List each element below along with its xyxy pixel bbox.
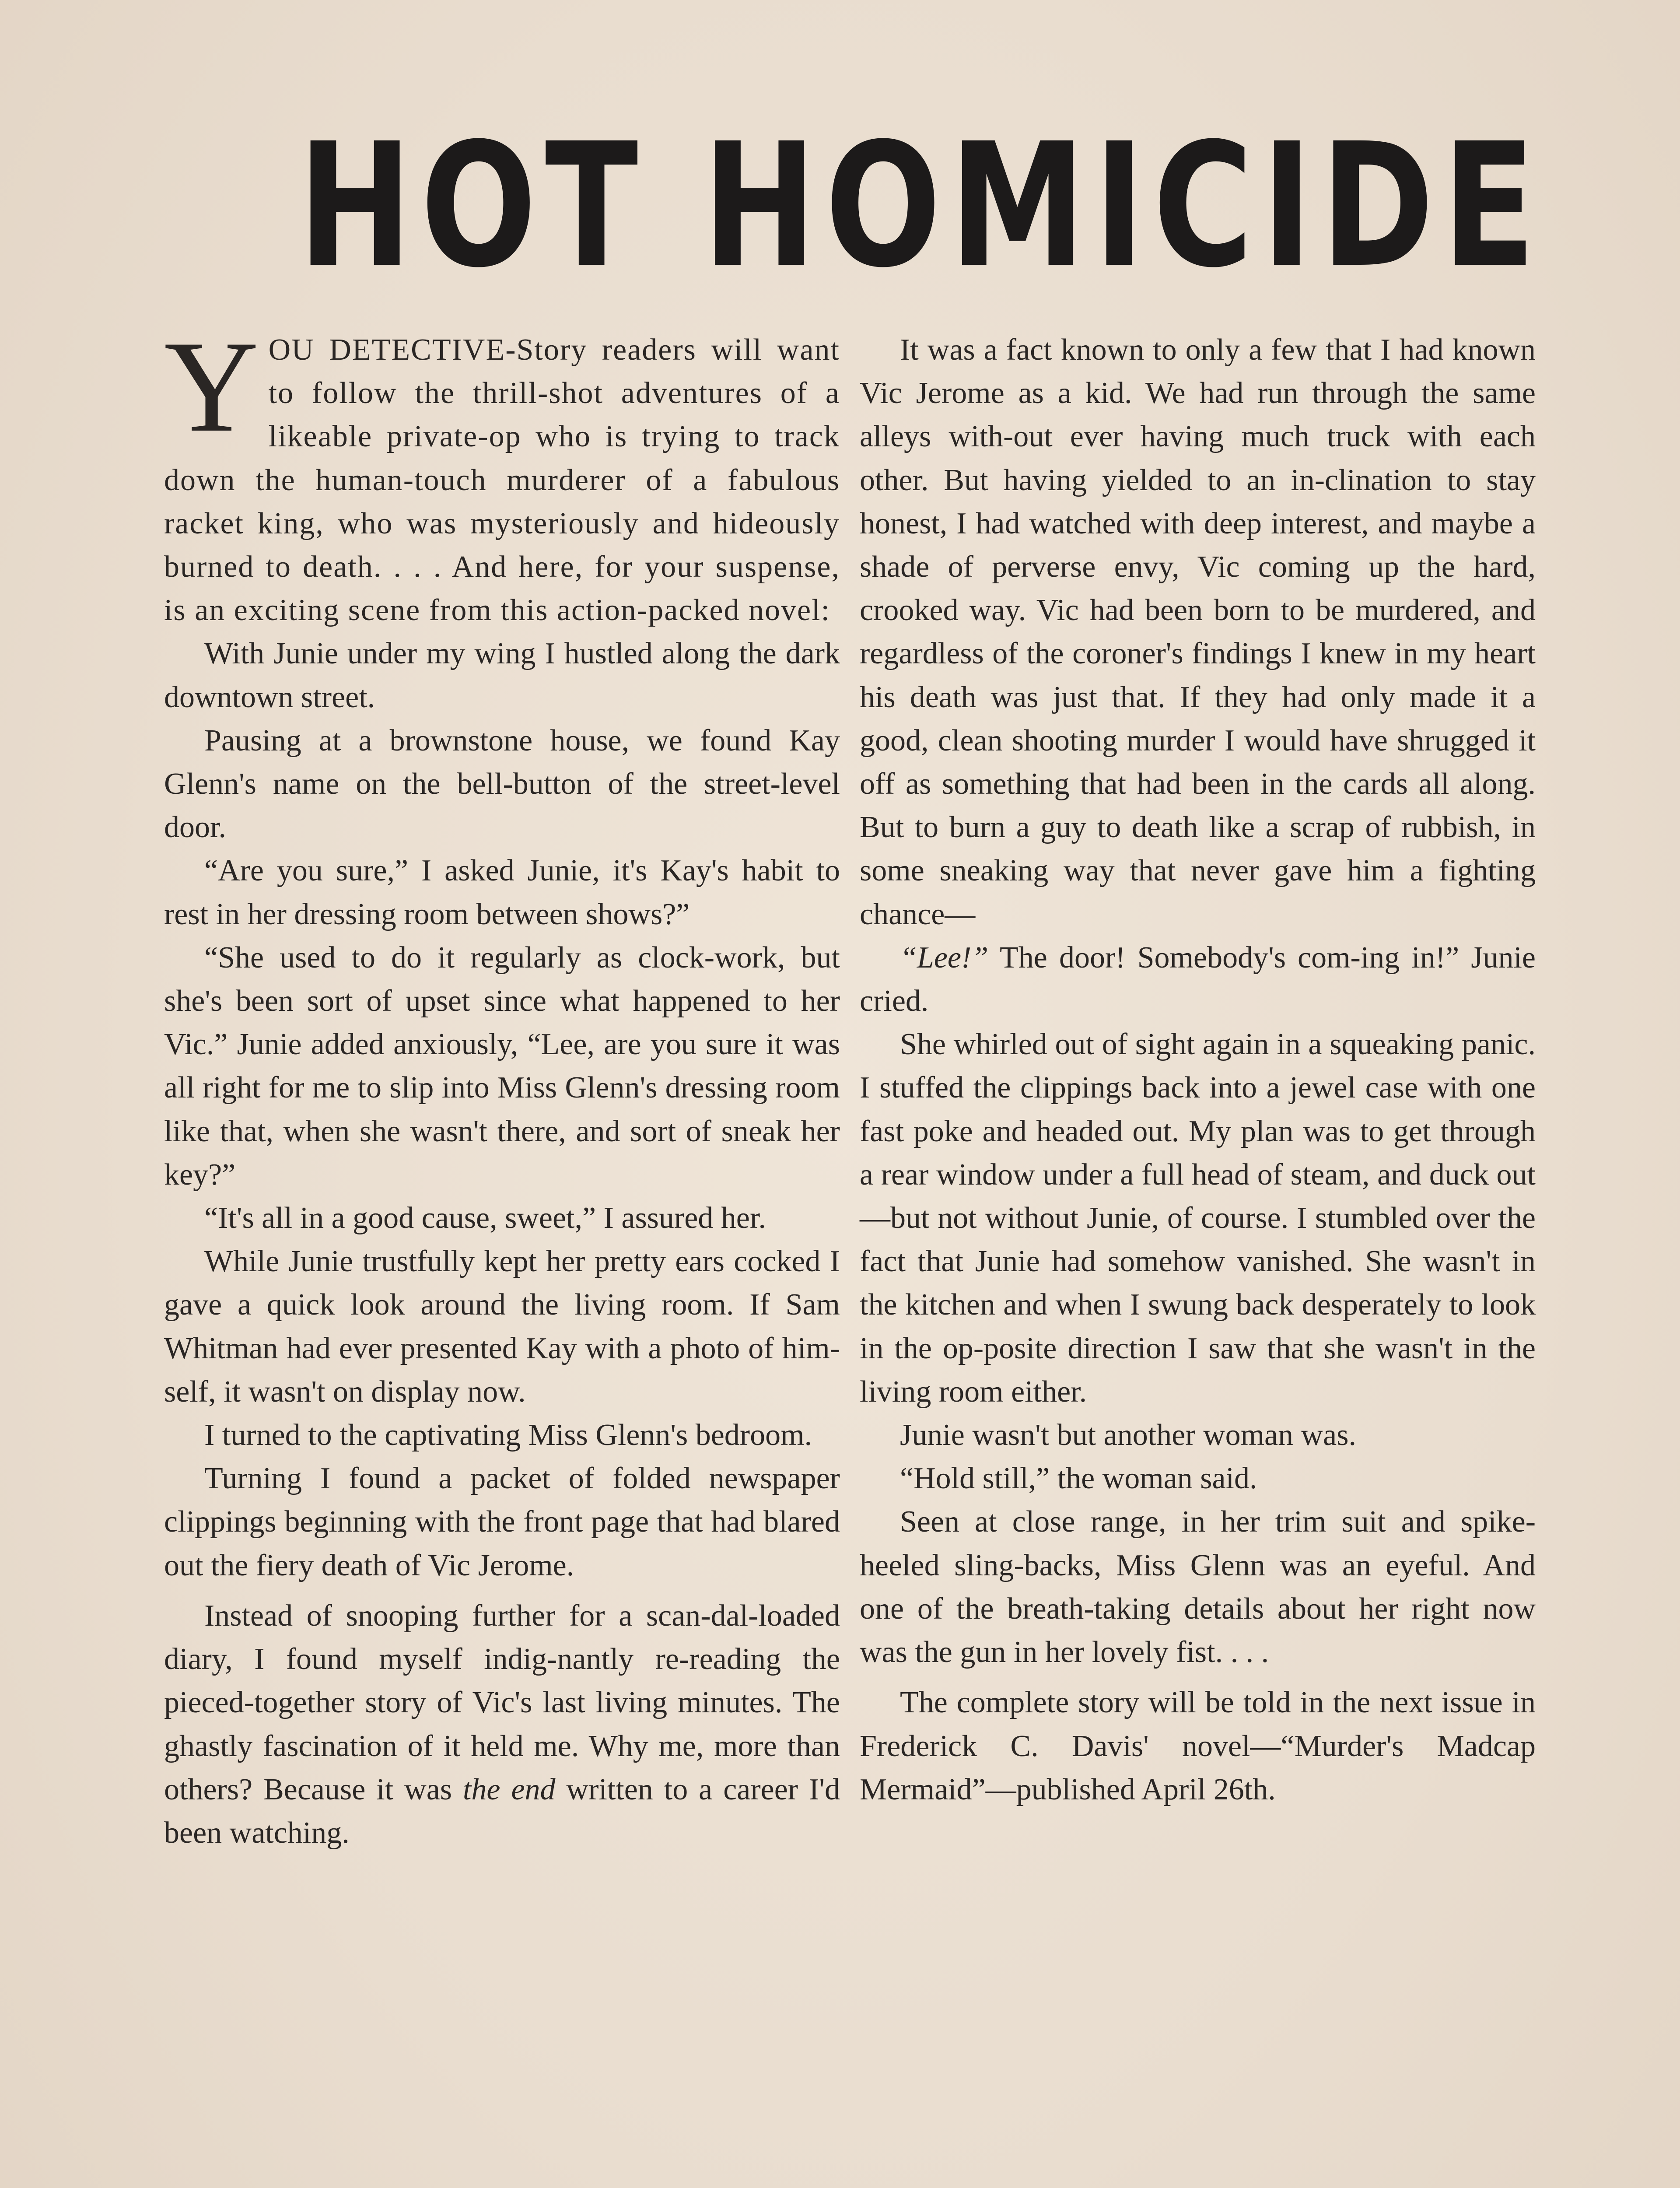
paragraph: She whirled out of sight again in a squeaking panic. I stuffed the clippings back into a jewel case with one fast poke and headed out. My plan was to get through a rear window under a full head of steam, and duck out—but not without Junie, of course. I stumbled over the fact that Junie had somehow vanished. She wasn't in the kitchen and when I swung back desperately to look in the op-posite direction I saw that she wasn't in the living room either. [860, 1027, 1536, 1409]
paragraph [860, 936, 1536, 1023]
paragraph-text: Instead of snooping further for a scan-dal-loaded diary, I found myself indig-nantly re-reading the pieced-together story of Vic's last living minutes. The ghastly fascination of it held me. Why me, more than others? Because it was [164, 1599, 840, 1806]
emphasis-text: the end [462, 1772, 556, 1806]
paragraph: With Junie under my wing I hustled along the dark downtown street. [164, 637, 840, 714]
paragraph-text: written to a career I'd been watching. [164, 1772, 840, 1850]
drop-cap: Y [164, 314, 259, 459]
paragraph: I turned to the captivating Miss Glenn's bedroom. [204, 1418, 812, 1452]
intro-paragraph [164, 314, 840, 632]
paragraph: Seen at close range, in her trim suit and spike-heeled sling-backs, Miss Glenn was an eyeful. And one of the breath-taking details about her right now was the gun in her lovely fist. . . . [860, 1505, 1536, 1669]
paragraph: It was a fact known to only a few that I had known Vic Jerome as a kid. We had run through the same alleys with-out ever having much truck with each other. But having yielded to an in-clination to stay honest, I had watched with deep interest, and maybe a shade of perverse envy, Vic coming up the hard, crooked way. Vic had been born to be murdered, and regardless of the coroner's findings I knew in my heart his death was just that. If they had only made it a good, clean shooting murder I would have shrugged it off as something that had been in the cards all along. But to burn a guy to death like a scrap of rubbish, in some sneaking way that never gave him a fighting chance— [860, 333, 1536, 931]
paragraph: “She used to do it regularly as clock-work, but she's been sort of upset since what happened to her Vic.” Junie added anxiously, “Lee, are you sure it was all right for me to slip into Miss Glenn's dressing room like that, when she wasn't there, and sort of sneak her key?” [164, 940, 840, 1192]
paragraph-text: The door! Somebody's com-ing in!” Junie cried. [860, 940, 1536, 1018]
emphasis-text: “Lee!” [900, 940, 989, 975]
paragraph: Turning I found a packet of folded newspaper clippings beginning with the front page that had blared out the fiery death of Vic Jerome. [164, 1462, 840, 1582]
intro-text: OU DETECTIVE-Story readers will want to follow the thrill-shot adventures of a likeable private-op who is trying to track down the human-touch murderer of a fabulous racket king, who was mysteriously and hideously burned to death. . . . And here, for your suspense, is an exciting scene from this action-packed novel: [164, 333, 840, 628]
paragraph [164, 1594, 840, 1855]
paragraph: The complete story will be told in the next issue in Frederick C. Davis' novel—“Murder's Madcap Mermaid”—published April 26th. [860, 1686, 1536, 1806]
paragraph: “It's all in a good cause, sweet,” I assured her. [204, 1201, 766, 1235]
right-column [860, 328, 1536, 1811]
paragraph: While Junie trustfully kept her pretty ears cocked I gave a quick look around the living room. If Sam Whitman had ever presented Kay with a photo of him-self, it wasn't on display now. [164, 1245, 840, 1409]
paragraph: “Hold still,” the woman said. [900, 1462, 1257, 1496]
page-title: HOT HOMICIDE [298, 106, 1544, 305]
left-column [164, 314, 840, 1855]
paragraph: Pausing at a brownstone house, we found Kay Glenn's name on the bell-button of the street-level door. [164, 723, 840, 845]
paragraph: “Are you sure,” I asked Junie, it's Kay's habit to rest in her dressing room between shows?” [164, 854, 840, 931]
paragraph: Junie wasn't but another woman was. [900, 1418, 1356, 1452]
